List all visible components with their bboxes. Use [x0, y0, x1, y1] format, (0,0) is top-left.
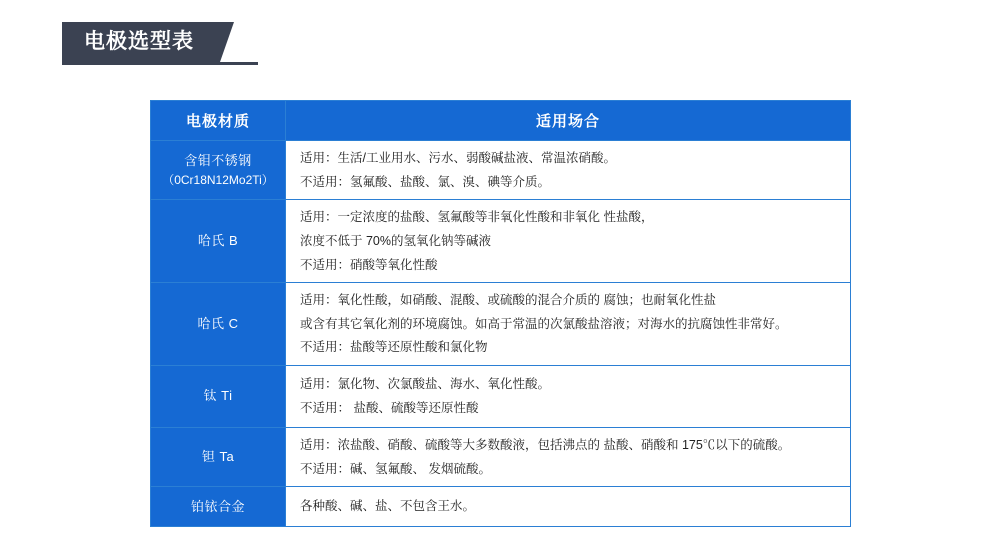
- page-title-banner: [62, 22, 220, 62]
- header-material: 电极材质: [151, 101, 286, 141]
- material-cell: [151, 283, 286, 366]
- page-title: 电极选型表: [84, 30, 194, 53]
- material-name: 钽 Ta: [201, 449, 235, 465]
- header-application: 适用场合: [286, 101, 851, 141]
- material-name: 哈氏 B: [197, 233, 239, 249]
- material-cell: [151, 200, 286, 283]
- application-line: 不适用：盐酸等还原性酸和氯化物: [300, 340, 488, 355]
- material-name: 含钼不锈钢: [184, 152, 252, 168]
- table-row: [151, 200, 851, 283]
- application-cell: [286, 283, 851, 366]
- application-line: 各种酸、碱、盐、不包含王水。: [300, 499, 476, 514]
- material-name: 铂铱合金: [190, 498, 245, 514]
- application-line: 不适用：氢氟酸、盐酸、氯、溴、碘等介质。: [300, 174, 551, 189]
- material-cell: [151, 141, 286, 200]
- application-line: 适用：氧化性酸，如硝酸、混酸、或硫酸的混合介质的 腐蚀；也耐氧化性盐: [300, 293, 716, 308]
- table-row: [151, 366, 851, 428]
- table-row: [151, 487, 851, 527]
- application-cell: [286, 428, 851, 487]
- application-line: 适用：一定浓度的盐酸、氢氟酸等非氧化性酸和非氧化 性盐酸，: [300, 210, 654, 225]
- table-row: [151, 283, 851, 366]
- material-cell: [151, 366, 286, 428]
- material-code: （0Cr18N12Mo2Ti）: [162, 172, 274, 187]
- electrode-selection-table: [150, 100, 851, 527]
- title-underline: [62, 62, 258, 65]
- material-cell: [151, 487, 286, 527]
- material-cell: [151, 428, 286, 487]
- application-cell: [286, 200, 851, 283]
- application-line: 适用：浓盐酸、硝酸、硫酸等大多数酸液，包括沸点的 盐酸、硝酸和 175℃以下的硫酸。: [300, 438, 791, 452]
- application-line: 或含有其它氧化剂的环境腐蚀。如高于常温的次氯酸盐溶液；对海水的抗腐蚀性非常好。: [300, 316, 788, 331]
- material-name: 哈氏 C: [197, 315, 239, 331]
- application-cell: [286, 487, 851, 527]
- title-banner-shape: [62, 22, 220, 62]
- table-header-row: [151, 101, 851, 141]
- application-line: 适用：生活/工业用水、污水、弱酸碱盐液、常温浓硝酸。: [300, 151, 616, 165]
- material-name: 钛 Ti: [203, 388, 233, 404]
- application-line: 不适用：硝酸等氧化性酸: [300, 257, 438, 272]
- application-cell: [286, 141, 851, 200]
- table-row: [151, 141, 851, 200]
- application-line: 不适用： 盐酸、硫酸等还原性酸: [300, 401, 479, 415]
- application-cell: [286, 366, 851, 428]
- application-line: 浓度不低于 70%的氢氧化钠等碱液: [300, 233, 491, 248]
- application-line: 适用：氯化物、次氯酸盐、海水、氧化性酸。: [300, 377, 551, 392]
- application-line: 不适用：碱、氢氟酸、 发烟硫酸。: [300, 461, 491, 476]
- table-row: [151, 428, 851, 487]
